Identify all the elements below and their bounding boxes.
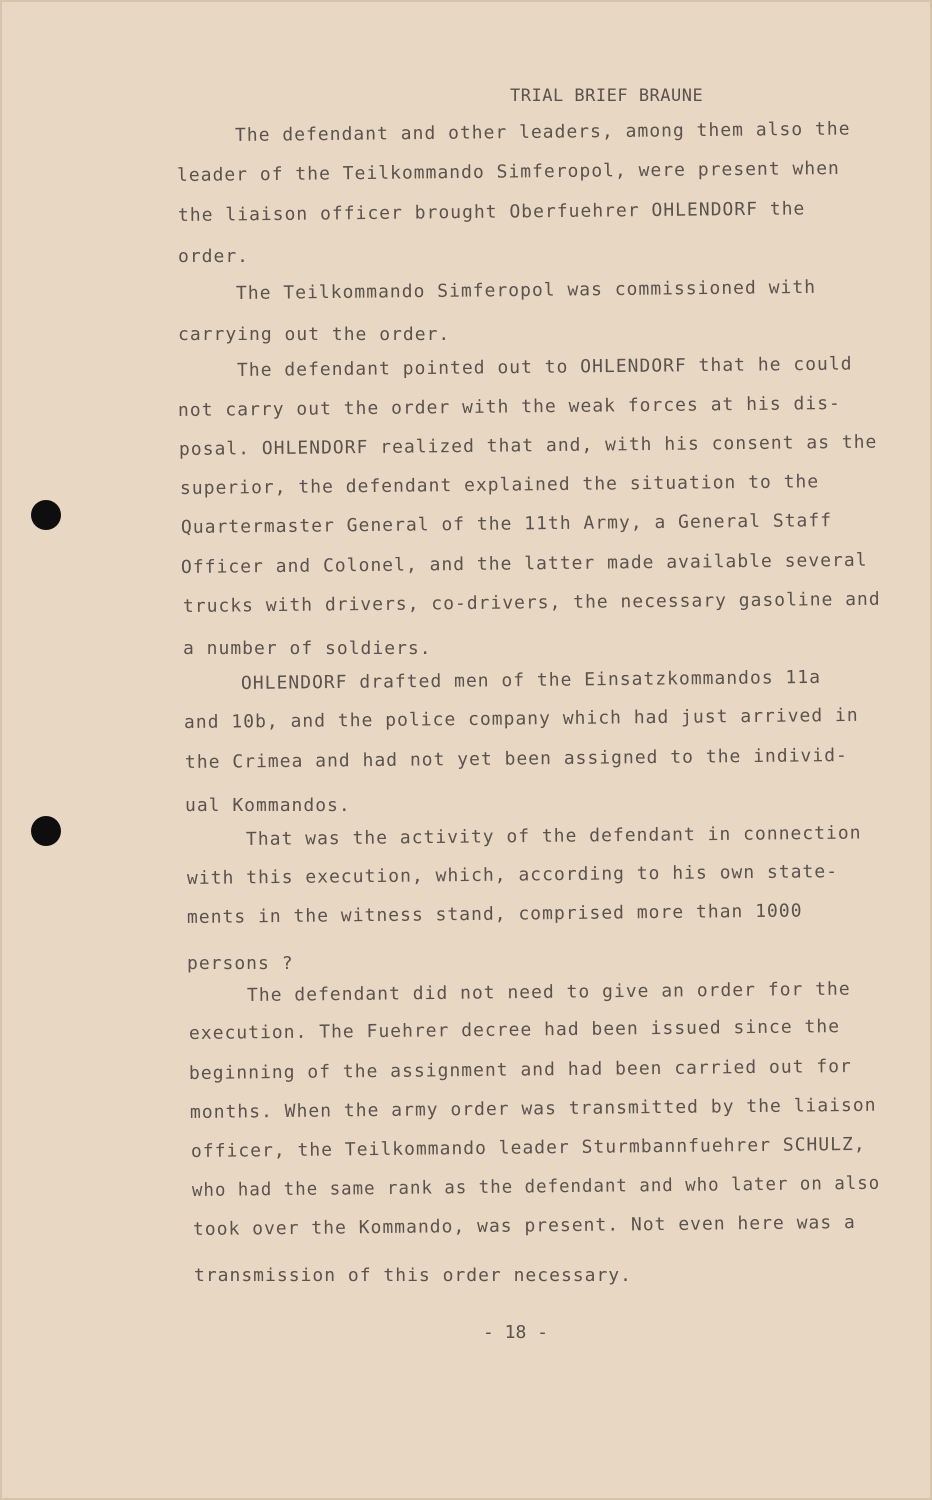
text-line: transmission of this order necessary. <box>194 1265 632 1286</box>
text-line: leader of the Teilkommando Simferopol, were present when <box>176 158 840 186</box>
text-line: who had the same rank as the defendant and who later on also <box>191 1172 881 1201</box>
text-line: superior, the defendant explained the situation to the <box>179 471 820 499</box>
text-line: the liaison officer brought Oberfuehrer OHLENDORF the <box>177 198 806 226</box>
text-line: persons ? <box>187 953 294 974</box>
text-line: carrying out the order. <box>178 324 451 345</box>
text-line: ual Kommandos. <box>185 795 351 816</box>
text-line: a number of soldiers. <box>183 638 432 659</box>
text-line: months. When the army order was transmitted by the liaison <box>189 1094 877 1123</box>
text-line: ments in the witness stand, comprised more than 1000 <box>186 900 803 928</box>
text-line: Quartermaster General of the 11th Army, a General Staff <box>180 510 833 538</box>
text-line: and 10b, and the police company which had just arrived in <box>183 704 859 733</box>
text-line: with this execution, which, according to his own state- <box>186 861 839 889</box>
punch-hole-bottom <box>31 816 61 846</box>
text-line: beginning of the assignment and had been carried out for <box>188 1056 852 1084</box>
text-line: the Crimea and had not yet been assigned to the individ- <box>184 745 848 773</box>
text-line: The defendant and other leaders, among them also the <box>234 118 851 146</box>
page-number: - 18 - <box>483 1322 549 1343</box>
text-line: officer, the Teilkommando leader Sturmbannfuehrer SCHULZ, <box>190 1133 866 1162</box>
page-header: TRIAL BRIEF BRAUNE <box>510 86 704 106</box>
text-line: posal. OHLENDORF realized that and, with his consent as the <box>178 431 878 460</box>
text-line: The defendant did not need to give an order for the <box>246 978 851 1006</box>
text-line: That was the activity of the defendant in connection <box>245 822 862 850</box>
text-line: OHLENDORF drafted men of the Einsatzkommandos 11a <box>240 666 822 694</box>
text-line: Officer and Colonel, and the latter made available several <box>180 549 868 578</box>
punch-hole-top <box>31 500 61 530</box>
text-line: took over the Kommando, was present. Not even here was a <box>192 1212 856 1240</box>
text-line: The defendant pointed out to OHLENDORF that he could <box>236 353 853 381</box>
text-line: order. <box>178 246 250 267</box>
text-line: The Teilkommando Simferopol was commissioned with <box>235 276 817 304</box>
text-line: not carry out the order with the weak forces at his dis- <box>177 393 841 421</box>
text-line: execution. The Fuehrer decree had been issued since the <box>188 1016 841 1044</box>
text-line: trucks with drivers, co-drivers, the necessary gasoline and <box>182 588 881 617</box>
